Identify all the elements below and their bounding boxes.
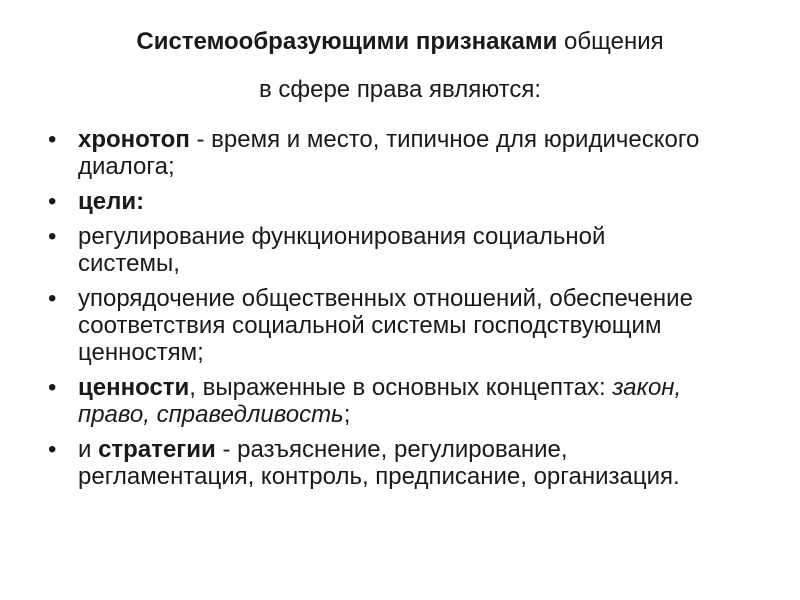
bullet-icon: • xyxy=(48,285,57,312)
slide-subtitle: в сфере права являются: xyxy=(258,76,542,103)
item-bold-term: стратегии xyxy=(98,436,216,463)
item-text: - время и место, типичное для юридического диалога; xyxy=(78,126,700,180)
bullet-icon: • xyxy=(48,223,57,250)
slide-title xyxy=(0,27,800,57)
title-rest-part: общения xyxy=(557,28,664,55)
title-bold-part: Системообразующими признаками xyxy=(136,28,558,55)
item-text: - разъяснение, регулирование, регламентация, контроль, предписание, организация. xyxy=(78,436,680,490)
bullet-icon: • xyxy=(48,436,57,463)
bullet-list xyxy=(48,126,708,498)
list-item-regulation xyxy=(48,223,708,277)
item-text: , выраженные в основных концептах: xyxy=(189,374,613,401)
list-item-goals xyxy=(48,188,708,215)
list-item-strategies xyxy=(48,436,708,490)
item-bold-term: ценности xyxy=(78,374,190,401)
list-item-values xyxy=(48,374,708,428)
bullet-icon: • xyxy=(48,188,57,215)
item-bold-term: хронотоп xyxy=(78,126,190,153)
bullet-icon: • xyxy=(48,126,57,153)
bullet-icon: • xyxy=(48,374,57,401)
item-tail: ; xyxy=(343,401,351,428)
list-item-chronotope xyxy=(48,126,708,180)
item-text: упорядочение общественных отношений, обеспечение соответствия социальной системы господствующим ценностям; xyxy=(78,285,693,366)
item-italic-text: закон, право, справедливость xyxy=(78,374,682,428)
list-item-ordering xyxy=(48,285,708,366)
item-bold-term: цели: xyxy=(78,188,145,215)
item-text: регулирование функционирования социальной системы, xyxy=(78,223,606,277)
item-prefix: и xyxy=(78,436,99,463)
